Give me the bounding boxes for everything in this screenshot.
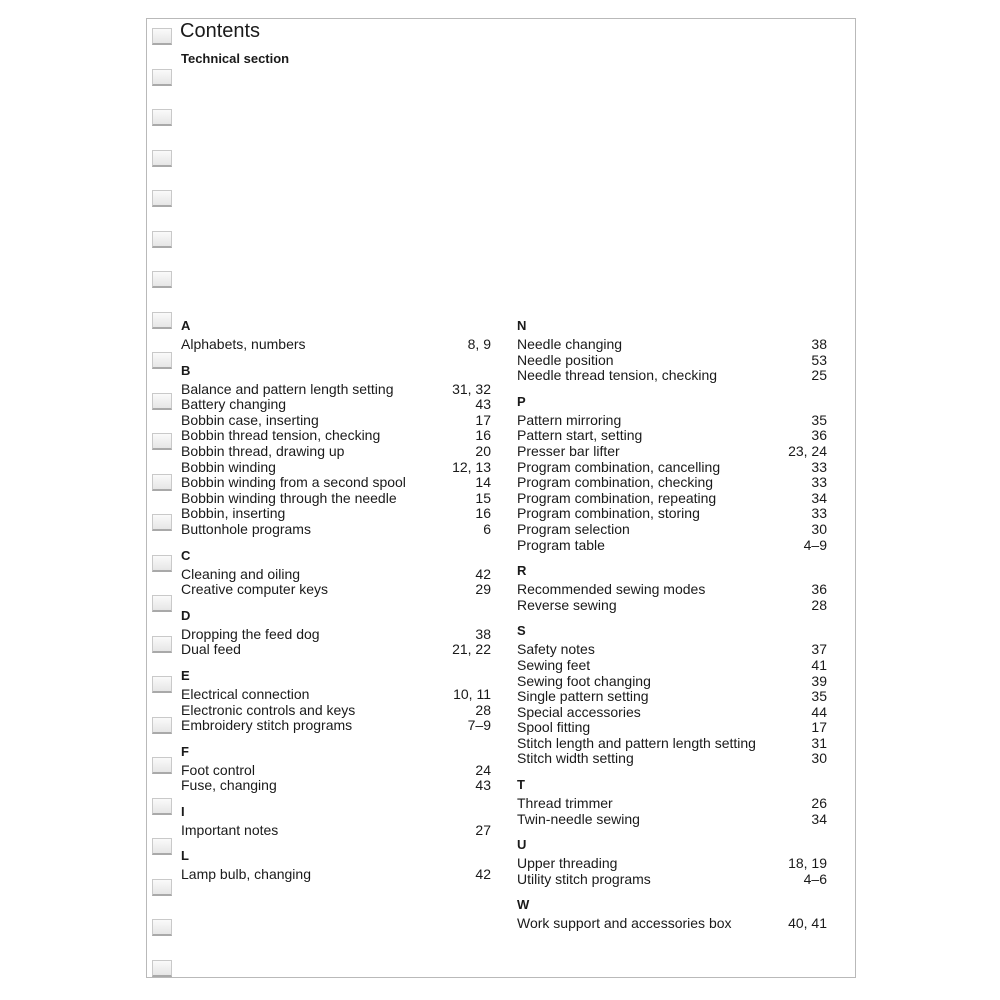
entry-page: 42 [475, 565, 491, 582]
entry-text: Foot control [181, 761, 255, 778]
entry-page: 30 [811, 520, 827, 537]
index-entry [517, 872, 827, 888]
binding-ring [152, 676, 172, 693]
entry-page: 37 [811, 641, 827, 658]
index-entry [517, 598, 827, 614]
entry-page: 35 [811, 411, 827, 428]
entry-page: 28 [811, 596, 827, 613]
entry-text: Pattern start, setting [517, 427, 643, 444]
section-letter: P [517, 393, 526, 409]
index-section [517, 621, 827, 767]
index-entry [517, 720, 827, 736]
index-entry [517, 658, 827, 674]
entry-text: Creative computer keys [181, 581, 329, 598]
index-entry [517, 444, 827, 460]
entry-text: Bobbin thread, drawing up [181, 442, 345, 459]
index-section [181, 546, 491, 598]
index-entry [181, 867, 491, 883]
index-entry [181, 627, 491, 643]
entry-text: Lamp bulb, changing [181, 866, 311, 883]
entry-text: Dropping the feed dog [181, 625, 320, 642]
index-section [181, 316, 491, 353]
binding-ring [152, 879, 172, 896]
entry-page: 53 [811, 351, 827, 368]
entry-page: 40, 41 [788, 915, 827, 932]
binding-ring [152, 109, 172, 126]
section-letter: N [517, 318, 527, 333]
entry-page: 18, 19 [788, 855, 827, 872]
section-letter: L [181, 848, 189, 864]
entry-page: 29 [475, 581, 491, 598]
index-entry [181, 444, 491, 460]
index-entry [517, 751, 827, 767]
entry-page: 38 [475, 625, 491, 642]
entry-page: 42 [475, 866, 491, 883]
entry-text: Program selection [517, 520, 630, 537]
entry-page: 28 [475, 701, 491, 718]
index-entry [517, 705, 827, 721]
page-title: Contents [180, 20, 261, 42]
index-entry [517, 916, 827, 932]
entry-text: Needle thread tension, checking [517, 367, 718, 384]
index-entry [517, 812, 827, 828]
entry-page: 30 [811, 750, 827, 767]
index-entry [517, 337, 827, 353]
entry-page: 43 [475, 777, 491, 794]
binding-ring [152, 717, 172, 734]
entry-text: Fuse, changing [181, 777, 277, 794]
entry-text: Needle changing [517, 336, 623, 352]
entry-page: 33 [811, 458, 827, 475]
index-section [181, 606, 491, 658]
entry-text: Sewing feet [517, 656, 591, 673]
entry-page: 17 [475, 411, 491, 428]
index-entry [517, 796, 827, 812]
entry-page: 25 [811, 367, 827, 384]
index-entry [181, 413, 491, 429]
entry-text: Bobbin winding through the needle [181, 489, 397, 506]
index-entry [181, 763, 491, 779]
index-entry [181, 778, 491, 794]
entry-text: Program combination, storing [517, 505, 700, 522]
entry-page: 43 [475, 396, 491, 413]
entry-page: 39 [811, 672, 827, 689]
index-entry [517, 522, 827, 538]
index-entry [517, 736, 827, 752]
index-section [517, 316, 827, 384]
index-entry [181, 460, 491, 476]
section-letter: D [181, 607, 191, 623]
binding-ring [152, 28, 172, 45]
entry-page: 23, 24 [788, 442, 827, 459]
section-letter: R [517, 563, 527, 579]
entry-text: Bobbin winding [181, 458, 276, 475]
entry-text: Stitch length and pattern length setting [517, 734, 756, 751]
entry-text: Presser bar lifter [517, 442, 620, 459]
entry-page: 36 [811, 427, 827, 444]
entry-text: Balance and pattern length setting [181, 380, 394, 397]
index-entry [517, 582, 827, 598]
entry-page: 34 [811, 489, 827, 506]
binding-ring [152, 555, 172, 572]
section-letter: I [181, 803, 185, 819]
entry-text: Bobbin, inserting [181, 505, 286, 522]
entry-page: 7–9 [467, 717, 491, 734]
entry-text: Spool fitting [517, 719, 591, 736]
index-entry [181, 522, 491, 538]
entry-text: Program table [517, 536, 605, 553]
index-section [181, 846, 491, 883]
index-entry [181, 703, 491, 719]
index-column-right [517, 316, 827, 932]
index-section [517, 392, 827, 553]
binding-ring [152, 514, 172, 531]
entry-page: 16 [475, 427, 491, 444]
entry-text: Utility stitch programs [517, 870, 651, 887]
section-letter: W [517, 897, 530, 913]
index-entry [517, 506, 827, 522]
binding-ring [152, 798, 172, 815]
entry-text: Recommended sewing modes [517, 581, 706, 598]
entry-page: 15 [475, 489, 491, 506]
entry-text: Program combination, cancelling [517, 458, 721, 475]
binding-ring [152, 271, 172, 288]
entry-text: Reverse sewing [517, 596, 617, 613]
index-entry [517, 353, 827, 369]
entry-page: 14 [475, 474, 491, 491]
entry-page: 31 [811, 734, 827, 751]
entry-text: Bobbin case, inserting [181, 411, 319, 428]
entry-page: 4–9 [803, 536, 827, 553]
entry-text: Twin-needle sewing [517, 810, 640, 827]
entry-text: Single pattern setting [517, 688, 649, 705]
index-entry [517, 538, 827, 554]
section-letter: E [181, 667, 190, 683]
entry-page: 34 [811, 810, 827, 827]
index-entry [181, 397, 491, 413]
binding-ring [152, 595, 172, 612]
entry-page: 16 [475, 505, 491, 522]
index-entry [517, 413, 827, 429]
index-entry [517, 674, 827, 690]
entry-page: 10, 11 [453, 685, 491, 702]
binding-ring [152, 231, 172, 248]
entry-page: 6 [483, 520, 491, 537]
entry-text: Safety notes [517, 641, 595, 658]
section-letter: U [517, 837, 527, 853]
entry-text: Dual feed [181, 641, 241, 658]
index-entry [181, 475, 491, 491]
index-section [517, 561, 827, 613]
index-column-left [181, 316, 491, 883]
entry-text: Special accessories [517, 703, 641, 720]
entry-text: Important notes [181, 821, 279, 838]
index-entry [181, 382, 491, 398]
entry-page: 33 [811, 474, 827, 491]
entry-text: Sewing foot changing [517, 672, 651, 689]
entry-text: Pattern mirroring [517, 411, 622, 428]
index-entry [181, 582, 491, 598]
entry-text: Electrical connection [181, 685, 310, 702]
entry-page: 24 [475, 761, 491, 778]
index-entry [181, 687, 491, 703]
entry-text: Bobbin thread tension, checking [181, 427, 381, 444]
binding-ring [152, 474, 172, 491]
index-section [181, 742, 491, 794]
entry-text: Cleaning and oiling [181, 565, 301, 582]
entry-page: 8, 9 [467, 336, 491, 352]
section-letter: C [181, 547, 191, 563]
index-entry [517, 856, 827, 872]
entry-text: Bobbin winding from a second spool [181, 474, 406, 491]
index-entry [517, 368, 827, 384]
entry-text: Needle position [517, 351, 614, 368]
entry-page: 31, 32 [452, 380, 491, 397]
binding-ring [152, 69, 172, 86]
binding-ring [152, 190, 172, 207]
binding-ring [152, 919, 172, 936]
index-section [517, 895, 827, 932]
index-entry [517, 460, 827, 476]
index-section [181, 361, 491, 538]
section-letter: S [517, 623, 526, 639]
binding-ring [152, 838, 172, 855]
entry-text: Alphabets, numbers [181, 336, 306, 352]
binding-ring [152, 757, 172, 774]
index-section [517, 775, 827, 827]
binding-ring [152, 393, 172, 410]
index-entry [517, 689, 827, 705]
index-entry [181, 718, 491, 734]
entry-page: 44 [811, 703, 827, 720]
entry-text: Embroidery stitch programs [181, 717, 353, 734]
binding-ring [152, 433, 172, 450]
entry-text: Work support and accessories box [517, 915, 732, 932]
entry-page: 4–6 [803, 870, 827, 887]
index-entry [181, 506, 491, 522]
index-entry [181, 491, 491, 507]
entry-text: Thread trimmer [517, 795, 613, 812]
index-entry [181, 567, 491, 583]
entry-page: 21, 22 [452, 641, 491, 658]
section-letter: B [181, 362, 191, 378]
page-subtitle: Technical section [181, 51, 290, 66]
section-letter: F [181, 743, 189, 759]
index-entry [517, 475, 827, 491]
entry-page: 26 [811, 795, 827, 812]
index-entry [517, 428, 827, 444]
binding-ring [152, 312, 172, 329]
index-entry [181, 428, 491, 444]
entry-text: Program combination, checking [517, 474, 714, 491]
index-section [181, 666, 491, 734]
index-entry [181, 337, 491, 353]
entry-text: Buttonhole programs [181, 520, 311, 537]
entry-page: 20 [475, 442, 491, 459]
section-letter: T [517, 777, 525, 793]
index-section [517, 835, 827, 887]
entry-page: 27 [475, 821, 491, 838]
entry-page: 36 [811, 581, 827, 598]
binding-ring [152, 636, 172, 653]
entry-text: Stitch width setting [517, 750, 634, 767]
binding-ring [152, 960, 172, 977]
index-section [181, 802, 491, 839]
index-entry [517, 642, 827, 658]
entry-page: 33 [811, 505, 827, 522]
entry-page: 12, 13 [452, 458, 491, 475]
entry-text: Upper threading [517, 855, 618, 872]
entry-page: 41 [811, 656, 827, 673]
section-letter: A [181, 318, 191, 333]
binding-ring [152, 150, 172, 167]
entry-page: 38 [811, 336, 827, 352]
entry-page: 35 [811, 688, 827, 705]
binding-ring [152, 352, 172, 369]
entry-text: Battery changing [181, 396, 287, 413]
entry-page: 17 [811, 719, 827, 736]
index-entry [181, 642, 491, 658]
index-entry [181, 823, 491, 839]
index-entry [517, 491, 827, 507]
entry-text: Electronic controls and keys [181, 701, 356, 718]
entry-text: Program combination, repeating [517, 489, 717, 506]
